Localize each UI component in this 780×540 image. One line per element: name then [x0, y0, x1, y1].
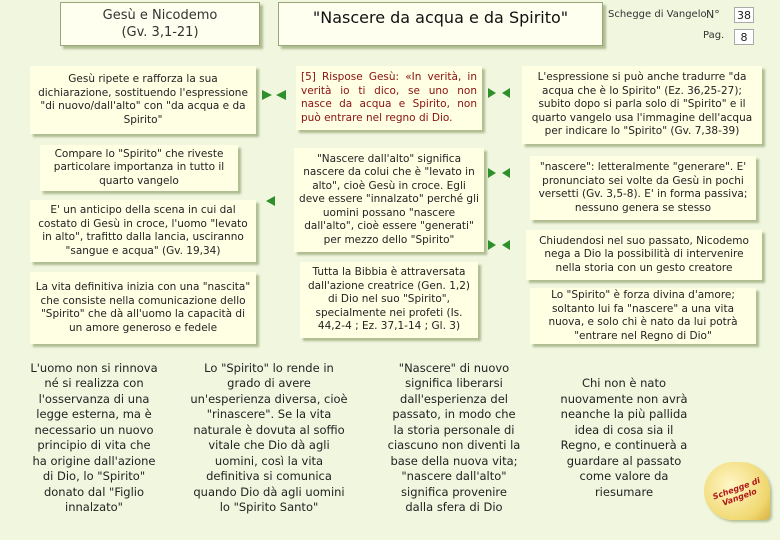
note-text: E' un anticipo della scena in cui dal costato di Gesù in croce, l'uomo "levato in alto", trafitto dalla lancia, usciranno "sangue e acqua" (Gv. 19,34): [38, 204, 248, 257]
arrow-right-icon: [488, 240, 496, 250]
note-box-10: [530, 288, 756, 344]
arrow-left-icon: [502, 88, 510, 98]
note-text: "Nascere" di nuovo significa liberarsi dall'esperienza del passato, in modo che la storia personale di ciascuno non diventi la base della nuova vita; "nascere dall'alto" significa provenire dalla sfera di Dio: [387, 360, 521, 514]
note-box-1: [30, 66, 256, 134]
arrow-left-icon: [502, 168, 510, 178]
gospel-verse-box: [296, 66, 482, 130]
logo-text: Schegge di Vangelo: [711, 476, 762, 508]
subject-reference: (Gv. 3,1-21): [121, 25, 199, 40]
bottom-note-2: [186, 358, 352, 518]
bottom-note-3: [384, 358, 524, 518]
bottom-note-1: [26, 358, 162, 518]
arrow-left-icon: [502, 240, 510, 250]
note-text: "nascere": letteralmente "generare". E' pronunciato sei volte da Gesù in pochi versetti (Gv. 3,5-8). E' in forma passiva; nessuno genera se stesso: [538, 161, 748, 214]
note-text: Compare lo "Spirito" che riveste particolare importanza in tutto il quarto vangelo: [53, 147, 225, 187]
logo: [704, 462, 770, 520]
note-box-4: [30, 272, 256, 344]
note-text: Chi non è nato nuovamente non avrà neanche la più pallida idea di cosa sia il Regno, e continuerà a guardare al passato come valore da riesumare: [560, 376, 688, 499]
arrow-left-icon: [266, 196, 275, 206]
note-text: Tutta la Bibbia è attraversata dall'azione creatrice (Gen. 1,2) di Dio nel suo "Spirito", specialmente nei profeti (Is. 44,2-4 ; Ez. 37,1-14 ; Gl. 3): [307, 266, 471, 333]
arrow-right-icon: [262, 90, 272, 100]
series-label: Schegge di Vangelo: [608, 9, 707, 20]
note-text: "Nascere dall'alto" significa nascere da colui che è "levato in alto", cioè Gesù in croce. Egli deve essere "innalzato" perché gli uomini possano "nascere dall'alto", cioè essere "generati" per mezzo dello "Spirito": [299, 152, 479, 246]
main-title-box: [278, 2, 603, 46]
subject-box: [60, 2, 260, 46]
arrow-right-icon: [488, 88, 496, 98]
number-label: N°: [706, 8, 720, 21]
note-box-7: [522, 66, 762, 144]
note-text: Chiudendosi nel suo passato, Nicodemo nega a Dio la possibilità di intervenire nella storia con un gesto creatore: [539, 234, 749, 274]
page-value: 8: [734, 29, 754, 45]
arrow-left-icon: [276, 90, 286, 100]
page-label: Pag.: [703, 30, 725, 41]
note-box-6: [300, 262, 478, 338]
note-box-5: [294, 148, 484, 252]
note-text: L'uomo non si rinnova né si realizza con l'osservanza di una legge esterna, ma è necessario un nuovo principio di vita che ha origine dall'azione di Dio, lo "Spirito" donato dal "Figlio innalzato": [30, 360, 158, 514]
note-text: La vita definitiva inizia con una "nascita" che consiste nella comunicazione dello "Spirito" che dà all'uomo la capacità di un amore generoso e fedele: [35, 281, 251, 334]
note-text: Gesù ripete e rafforza la sua dichiarazione, sostituendo l'espressione "di nuovo/dall'alto" con "da acqua e da Spirito": [38, 73, 248, 126]
note-text: Lo "Spirito" lo rende in grado di avere un'esperienza diversa, cioè "rinascere". Se la vita naturale è dovuta al soffio vitale che Dio dà agli uomini, così la vita definitiva si comunica quando Dio dà agli uomini lo "Spirito Santo": [190, 360, 348, 514]
subject-title: Gesù e Nicodemo: [102, 8, 218, 23]
gospel-verse-text: [5] Rispose Gesù: «In verità, in verità io ti dico, se uno non nasce da acqua e Spirito, non può entrare nel regno di Dio.: [301, 71, 477, 124]
number-value: 38: [734, 7, 754, 23]
note-box-3: [30, 200, 256, 262]
bottom-note-4: [550, 358, 698, 518]
note-text: L'espressione si può anche tradurre "da acqua che è lo Spirito" (Ez. 36,25-27); subito dopo si parla solo di "Spirito" e il quarto vangelo usa l'immagine dell'acqua per indicare lo "Spirito" (Gv. 7,38-39): [531, 71, 753, 138]
main-title: "Nascere da acqua e da Spirito": [312, 8, 569, 27]
note-box-2: [40, 145, 238, 191]
note-box-9: [526, 230, 762, 280]
note-text: Lo "Spirito" è forza divina d'amore; soltanto lui fa "nascere" a una vita nuova, e solo chi è nato da lui potrà "entrare nel Regno di Dio": [548, 289, 738, 342]
arrow-right-icon: [488, 168, 496, 178]
note-box-8: [530, 156, 756, 220]
